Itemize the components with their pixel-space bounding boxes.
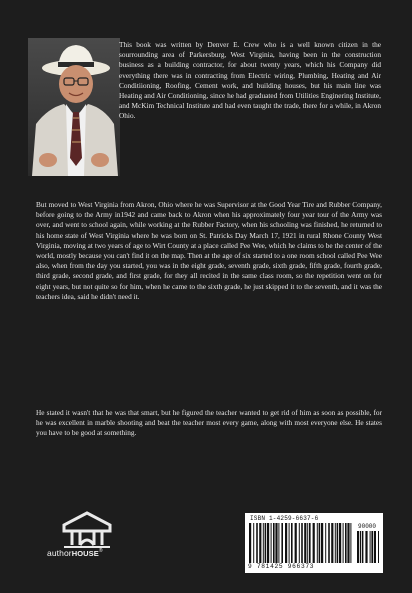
publisher-name: authorHOUSE® — [47, 548, 103, 558]
authorhouse-logo-icon — [58, 511, 116, 549]
author-intro-paragraph: This book was written by Denver E. Crew who is a well known citizen in the sourrounding area of Parkersburg, West Virginia, having been in the construction business as a building contractor, for about twenty years, which his Company did everything there was in contracting from Electric wiring, Plumbing, Heating and Air Conditiioning, Roofing, Cement work, and building houses, but his main line was Heating and Air Conditioning, since he had graduated from Utilities Enginering Institute, and McKim Technical Institute and had even taught the trade, there for a while, in Akron Ohio. — [119, 40, 381, 121]
price-code: 90000 — [358, 523, 377, 530]
ean-barcode — [249, 523, 353, 563]
biography-paragraph: But moved to West Virginia from Akron, Ohio where he was Supervisor at the Good Year Tire and Rubber Company, before going to the Army in1942 and came back to Akron when his approximately four year tour of the Army was over, and went to school again, while working at the Rubber Factory, when his schooling was finished, he returned to his home state of West Virginia where he was born on St. Patricks Day March 17, 1921 in rural Rhone County West Virginia, moving at two years of age to Wirt County at a place called Pee Wee, which he claims to be the center of the world, mostly because you can't find it on the map. Then at the age of six started to a one room school called Pee Wee also, when from the day you started, you was in the eight grade, seventh grade, sixth grade, fifth grade, fourth grade, third grade, second grade, and first grade, for they all recited in the same class room, so the repetition went on for eight years, but not quite so for him, when he came to the sixth grade, he just skipped it to the seventh, and it was the teachers idea, said he didn't need it. — [36, 200, 382, 301]
author-portrait-image — [28, 38, 120, 176]
isbn-label: ISBN 1-4259-6637-6 — [250, 515, 319, 522]
ean-number: 9 781425 966373 — [248, 563, 315, 570]
barcode-panel — [245, 513, 383, 573]
author-photo — [28, 38, 120, 176]
closing-paragraph: He stated it wasn't that he was that smart, but he figured the teacher wanted to get rid of him as soon as possible, for he was excellent in marble shooting and beat the teacher most every game, along with most everyone else. He states you have to be good at something. — [36, 408, 382, 438]
addon-barcode — [357, 531, 381, 563]
